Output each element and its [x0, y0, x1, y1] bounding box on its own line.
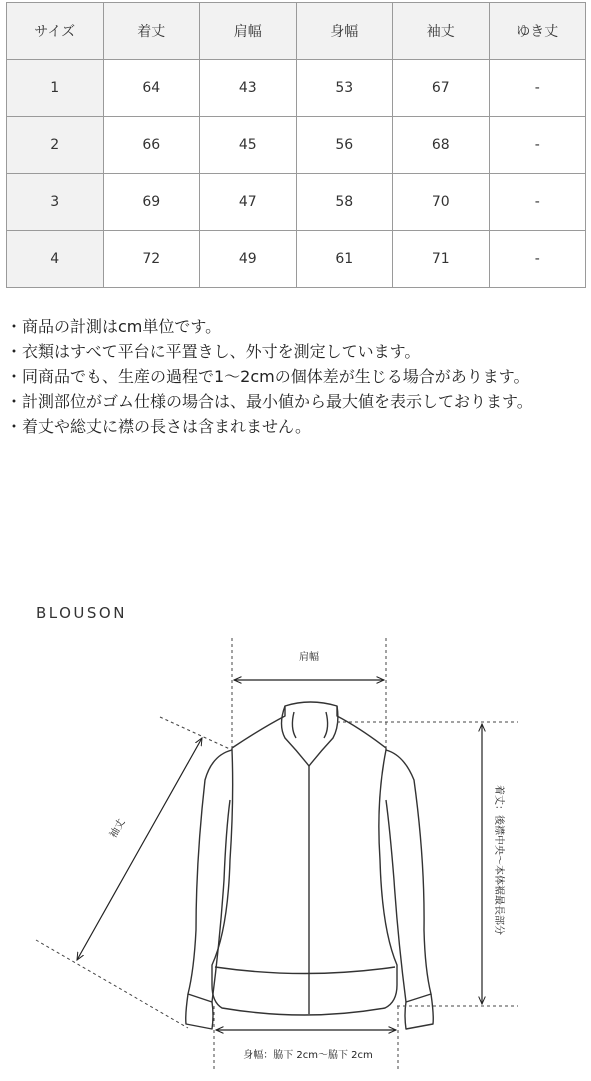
- table-cell: 4: [7, 231, 104, 288]
- blouson-measurement-diagram: [0, 630, 591, 1081]
- table-cell: 56: [296, 117, 393, 174]
- table-cell: -: [489, 174, 586, 231]
- note-item: ・同商品でも、生産の過程で1〜2cmの個体差が生じる場合があります。: [6, 367, 530, 386]
- header-cell: 袖丈: [393, 3, 490, 60]
- table-cell: 43: [200, 60, 297, 117]
- table-cell: -: [489, 231, 586, 288]
- note-item: ・計測部位がゴム仕様の場合は、最小値から最大値を表示しております。: [6, 392, 533, 411]
- width-label: 身幅：脇下 2cm〜脇下 2cm: [243, 1050, 373, 1061]
- header-cell: サイズ: [7, 3, 104, 60]
- left-sleeve: [188, 750, 232, 1002]
- right-sleeve: [386, 750, 431, 1002]
- diagram-title: BLOUSON: [36, 604, 127, 622]
- length-measurement: [337, 722, 518, 1006]
- table-cell: 49: [200, 231, 297, 288]
- table-cell: 45: [200, 117, 297, 174]
- table-cell: 64: [103, 60, 200, 117]
- table-row: [7, 60, 586, 117]
- size-table-header-row: [7, 3, 586, 60]
- note-item: ・衣類はすべて平台に平置きし、外寸を測定しています。: [6, 342, 421, 361]
- measurement-notes: [6, 314, 586, 439]
- right-cuff: [405, 994, 433, 1029]
- table-cell: 47: [200, 174, 297, 231]
- note-item: ・商品の計測はcm単位です。: [6, 317, 222, 336]
- header-cell: 着丈: [103, 3, 200, 60]
- size-table: [6, 2, 586, 288]
- sleeve-label: 袖丈: [108, 817, 128, 841]
- shoulder-label: 肩幅: [299, 652, 319, 663]
- collar-inner-line: [292, 712, 296, 738]
- header-cell: 身幅: [296, 3, 393, 60]
- table-cell: 53: [296, 60, 393, 117]
- table-cell: 72: [103, 231, 200, 288]
- header-cell: 肩幅: [200, 3, 297, 60]
- table-cell: -: [489, 117, 586, 174]
- table-row: [7, 231, 586, 288]
- table-cell: 1: [7, 60, 104, 117]
- hem-band: [215, 967, 395, 974]
- table-cell: 68: [393, 117, 490, 174]
- left-cuff: [186, 994, 213, 1029]
- table-cell: 67: [393, 60, 490, 117]
- table-cell: 58: [296, 174, 393, 231]
- sleeve-measurement: [36, 717, 232, 1028]
- header-cell: ゆき丈: [489, 3, 586, 60]
- jacket-body-outline: [212, 702, 397, 1015]
- table-cell: 66: [103, 117, 200, 174]
- table-row: [7, 174, 586, 231]
- table-cell: 3: [7, 174, 104, 231]
- table-cell: -: [489, 60, 586, 117]
- jacket-collar: [282, 706, 338, 766]
- table-cell: 71: [393, 231, 490, 288]
- table-cell: 61: [296, 231, 393, 288]
- note-item: ・着丈や総丈に襟の長さは含まれません。: [6, 417, 311, 436]
- length-label: 着丈：後襟中央〜本体裾最長部分: [493, 785, 504, 935]
- jacket-illustration: [186, 702, 434, 1029]
- collar-inner-line: [324, 712, 328, 738]
- table-cell: 70: [393, 174, 490, 231]
- table-cell: 69: [103, 174, 200, 231]
- table-row: [7, 117, 586, 174]
- table-cell: 2: [7, 117, 104, 174]
